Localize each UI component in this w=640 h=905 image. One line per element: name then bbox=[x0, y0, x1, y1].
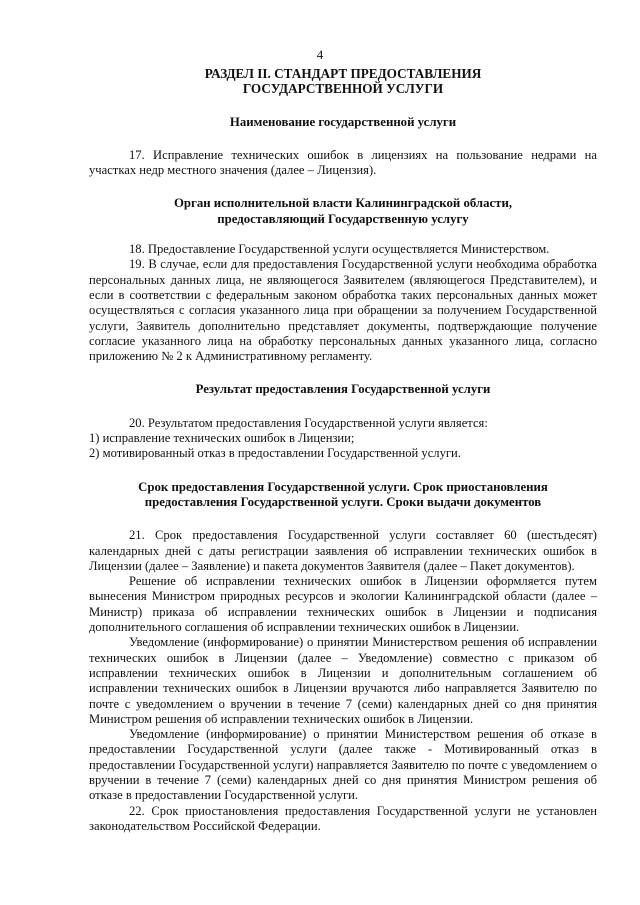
paragraph-21-refusal: Уведомление (информирование) о принятии Министерством решения об отказе в предоставлении Государственной услуги (далее также - Мотивированный отказ в предоставлении Государственной услуги) направляется Заявителю по почте с уведомлением о вручении в течение 7 (семи) календарных дней со дня принятия Министром решения об отказе в предоставлении Государственной услуги. bbox=[89, 727, 597, 803]
paragraph-21-decision: Решение об исправлении технических ошибок в Лицензии оформляется путем вынесения Министром природных ресурсов и экологии Калининградской области (далее – Министр) приказа об исправлении технических ошибок в Лицензии и подписания дополнительного соглашения об исправлении технических ошибок в Лицензии. bbox=[89, 574, 597, 635]
heading-authority bbox=[89, 196, 597, 227]
heading-terms-line-2: предоставления Государственной услуги. Сроки выдачи документов bbox=[144, 494, 542, 509]
heading-authority-line-1: Орган исполнительной власти Калининградской области, bbox=[173, 196, 513, 211]
document-body bbox=[89, 66, 597, 834]
paragraph-19: 19. В случае, если для предоставления Государственной услуги необходима обработка персональных данных лица, не являющегося Заявителем (являющегося Представителем), и если в соответствии с федеральным законом обработка таких персональных данных может осуществляться с согласия указанного лица при обращении за получением Государственной услуги, Заявитель дополнительно представляет документы, подтверждающие получение согласие указанного лица на обработку персональных данных указанного лица, согласно приложению № 2 к Административному регламенту. bbox=[89, 257, 597, 364]
heading-terms bbox=[89, 480, 597, 511]
section-title bbox=[89, 66, 597, 97]
paragraph-20: 20. Результатом предоставления Государственной услуги является: bbox=[129, 415, 488, 430]
heading-authority-line-2: предоставляющий Государственную услугу bbox=[217, 211, 469, 226]
paragraph-21-notice: Уведомление (информирование) о принятии Министерством решения об исправлении технических ошибок в Лицензии (далее – Уведомление) совместно с приказом об исправлении технических ошибок в Лицензии и дополнительным соглашением об исправлении технических ошибок в Лицензии вручаются либо направляется Заявителю по почте с уведомлением о вручении в течение 7 (семи) календарных дней со дня принятия Министром решения об исправлении технических ошибок в Лицензии. bbox=[89, 635, 597, 726]
heading-service-name: Наименование государственной услуги bbox=[229, 114, 457, 129]
result-item-1: 1) исправление технических ошибок в Лицензии; bbox=[89, 431, 355, 446]
section-title-line-1: РАЗДЕЛ II. СТАНДАРТ ПРЕДОСТАВЛЕНИЯ bbox=[204, 66, 482, 81]
heading-terms-line-1: Срок предоставления Государственной услуги. Срок приостановления bbox=[138, 479, 548, 494]
heading-result: Результат предоставления Государственной услуги bbox=[195, 382, 491, 397]
result-item-2: 2) мотивированный отказ в предоставлении Государственной услуги. bbox=[89, 446, 461, 461]
section-title-line-2: ГОСУДАРСТВЕННОЙ УСЛУГИ bbox=[242, 81, 444, 97]
paragraph-22: 22. Срок приостановления предоставления Государственной услуги не установлен законодательством Российской Федерации. bbox=[89, 803, 597, 833]
paragraph-18: 18. Предоставление Государственной услуги осуществляется Министерством. bbox=[129, 242, 550, 257]
paragraph-17: 17. Исправление технических ошибок в лицензиях на пользование недрами на участках недр местного значения (далее – Лицензия). bbox=[89, 147, 597, 178]
page-number: 4 bbox=[316, 47, 324, 62]
paragraph-21: 21. Срок предоставления Государственной услуги составляет 60 (шестьдесят) календарных дней с даты регистрации заявления об исправлении технических ошибок в Лицензии (далее – Заявление) и пакета документов Заявителя (далее – Пакет документов). bbox=[89, 528, 597, 573]
